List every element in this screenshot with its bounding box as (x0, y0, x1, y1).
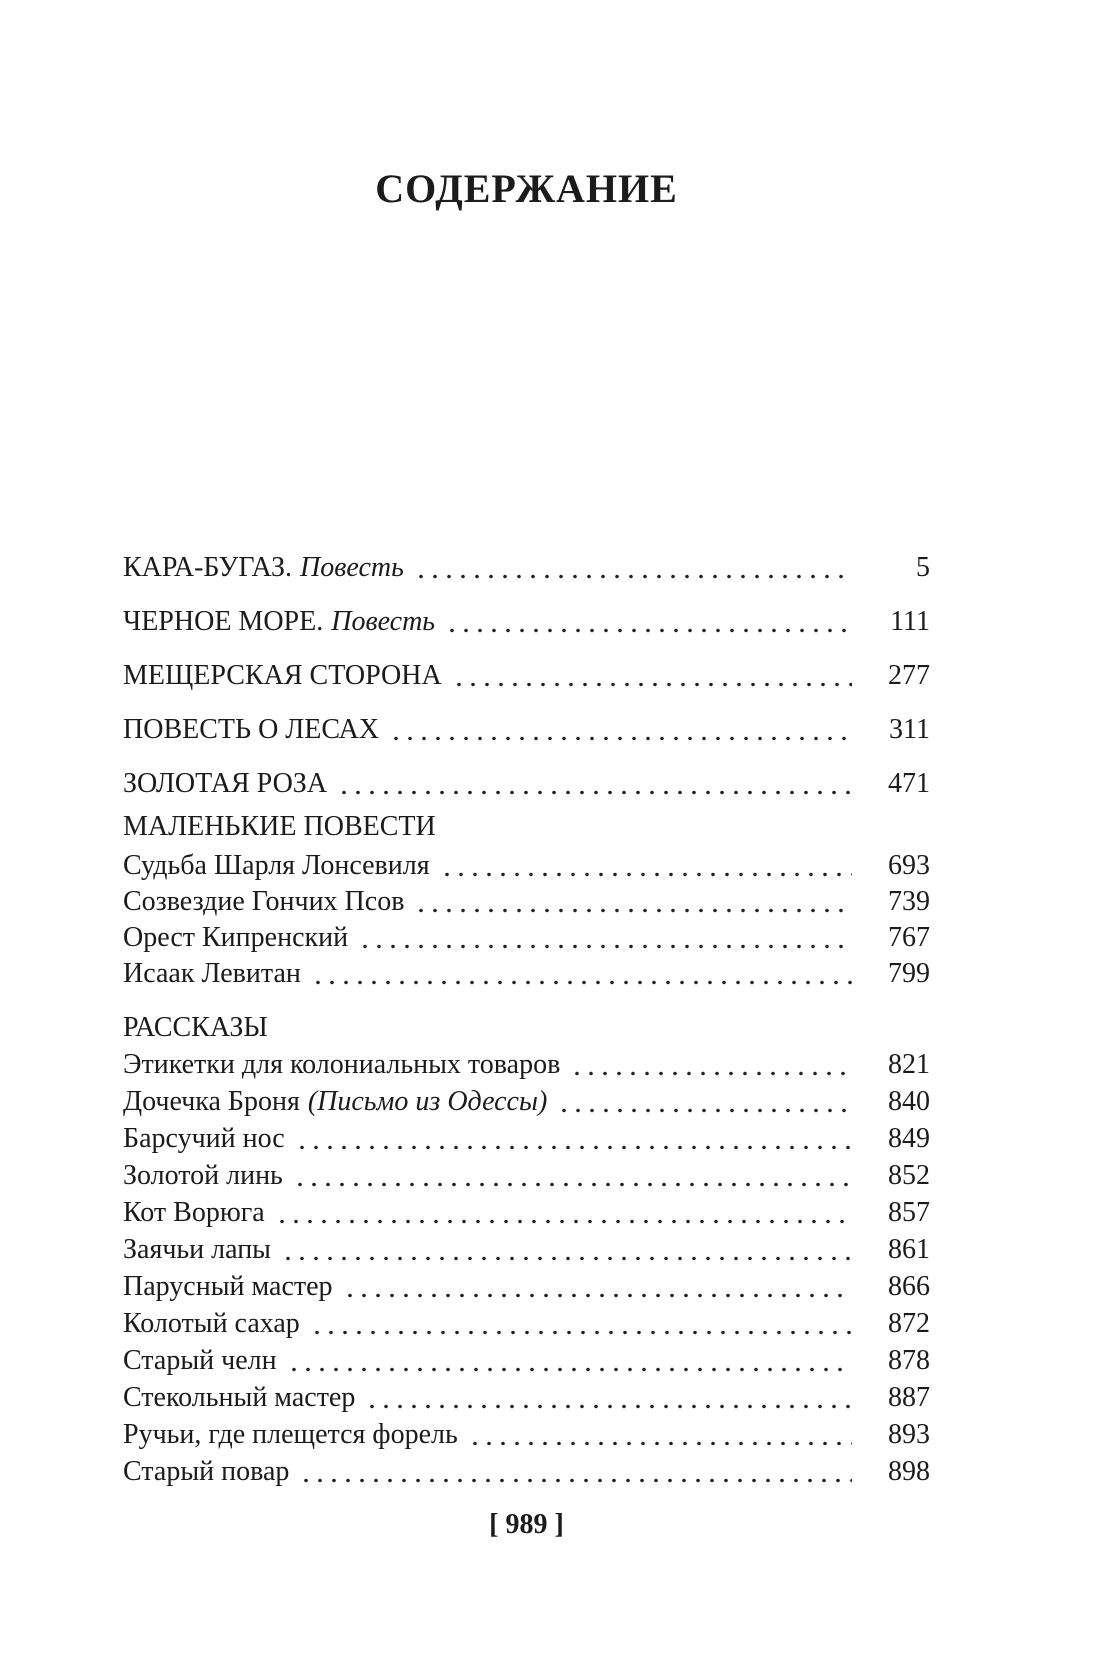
toc-entry-page-number: 5 (916, 552, 930, 583)
toc-entry-title: Кот Ворюга (123, 1197, 265, 1228)
dot-leader (452, 658, 852, 694)
dot-leader (445, 604, 852, 640)
toc-entry-title: ПОВЕСТЬ О ЛЕСАХ (123, 714, 380, 745)
dot-leader (310, 1306, 852, 1342)
toc-entry (123, 1158, 930, 1194)
toc-entry-title: Орест Кипренский (123, 922, 349, 953)
toc-section-header (123, 1010, 930, 1046)
toc-entry-subtitle: Повесть (300, 552, 404, 583)
toc-entry-title: КАРА-БУГАЗ. Повесть (123, 552, 404, 583)
toc-entry-title: Золотой линь (123, 1160, 283, 1191)
toc-entry-title: ЧЕРНОЕ МОРЕ. Повесть (123, 606, 436, 637)
page-number-footer: [ 989 ] (489, 1509, 564, 1540)
toc-entry-page-number: 849 (888, 1123, 930, 1154)
toc-entry-title: Стекольный мастер (123, 1382, 356, 1413)
dot-leader (299, 1454, 852, 1490)
dot-leader (414, 884, 852, 920)
dot-leader (295, 1121, 852, 1157)
toc-section-title: МАЛЕНЬКИЕ ПОВЕСТИ (123, 811, 436, 842)
dot-leader (358, 920, 852, 956)
toc-entry-page-number: 840 (888, 1086, 930, 1117)
book-page (123, 0, 930, 1543)
toc-entry-title: Этикетки для колониальных товаров (123, 1049, 561, 1080)
toc-entry-page-number: 878 (888, 1345, 930, 1376)
toc-entry-title: Старый повар (123, 1456, 290, 1487)
toc-entry-page-number: 852 (888, 1160, 930, 1191)
toc-entry-title: Исаак Левитан (123, 958, 301, 989)
toc-entry-title: Парусный мастер (123, 1271, 333, 1302)
toc-entry (123, 1417, 930, 1453)
toc-entry-title: Барсучий нос (123, 1123, 285, 1154)
toc-entry-title: Дочечка Броня (Письмо из Одессы) (123, 1086, 548, 1117)
dot-leader (557, 1084, 852, 1120)
toc-entry-title: Ручьи, где плещется форель (123, 1419, 458, 1450)
toc-entry (123, 920, 930, 956)
toc-entry-title: Судьба Шарля Лонсевиля (123, 850, 430, 881)
toc-entry (123, 1380, 930, 1416)
toc-entry-page-number: 872 (888, 1308, 930, 1339)
toc-entry-page-number: 866 (888, 1271, 930, 1302)
toc-entry-title: Колотый сахар (123, 1308, 300, 1339)
toc-entry-subtitle: Повесть (331, 606, 436, 637)
toc-entry (123, 1195, 930, 1231)
toc-entry-page-number: 693 (888, 850, 930, 881)
toc-section-title: РАССКАЗЫ (123, 1012, 268, 1043)
toc-entry-page-number: 821 (888, 1049, 930, 1080)
toc-entry (123, 1121, 930, 1157)
toc-entry-page-number: 471 (888, 768, 930, 799)
dot-leader (414, 550, 852, 586)
toc-entry-page-number: 277 (888, 660, 930, 691)
toc-entry-title: Созвездие Гончих Псов (123, 886, 405, 917)
toc-entry-page-number: 799 (888, 958, 930, 989)
dot-leader (311, 956, 852, 992)
toc-entry (123, 712, 930, 748)
toc-section-header (123, 809, 930, 845)
toc-entry (123, 1047, 930, 1083)
toc-entry (123, 658, 930, 694)
toc-entry-page-number: 893 (888, 1419, 930, 1450)
toc-entry (123, 766, 930, 802)
dot-leader (281, 1232, 852, 1268)
toc-entry (123, 956, 930, 992)
toc-entry (123, 1232, 930, 1268)
toc-entry-page-number: 739 (888, 886, 930, 917)
toc-entry (123, 1306, 930, 1342)
toc-entry-page-number: 887 (888, 1382, 930, 1413)
toc-entry (123, 1084, 930, 1120)
toc-entry-page-number: 767 (888, 922, 930, 953)
table-of-contents (123, 550, 930, 1491)
toc-entry-page-number: 111 (890, 606, 930, 637)
toc-entry-page-number: 857 (888, 1197, 930, 1228)
toc-entry (123, 604, 930, 640)
dot-leader (570, 1047, 852, 1083)
dot-leader (293, 1158, 852, 1194)
toc-entry-page-number: 861 (888, 1234, 930, 1265)
dot-leader (337, 766, 852, 802)
dot-leader (275, 1195, 852, 1231)
page-title: СОДЕРЖАНИЕ (375, 166, 678, 211)
toc-entry-title: Заячьи лапы (123, 1234, 271, 1265)
toc-entry (123, 550, 930, 586)
toc-entry-page-number: 311 (889, 714, 930, 745)
toc-entry (123, 884, 930, 920)
toc-entry-title: ЗОЛОТАЯ РОЗА (123, 768, 328, 799)
dot-leader (440, 848, 852, 884)
toc-entry (123, 848, 930, 884)
dot-leader (389, 712, 852, 748)
toc-entry-subtitle: (Письмо из Одессы) (307, 1086, 548, 1117)
toc-entry-page-number: 898 (888, 1456, 930, 1487)
dot-leader (365, 1380, 852, 1416)
toc-entry-title: Старый челн (123, 1345, 277, 1376)
toc-entry (123, 1269, 930, 1305)
toc-entry (123, 1454, 930, 1490)
toc-entry-title: МЕЩЕРСКАЯ СТОРОНА (123, 660, 442, 691)
dot-leader (468, 1417, 852, 1453)
dot-leader (343, 1269, 852, 1305)
dot-leader (287, 1343, 852, 1379)
toc-entry (123, 1343, 930, 1379)
